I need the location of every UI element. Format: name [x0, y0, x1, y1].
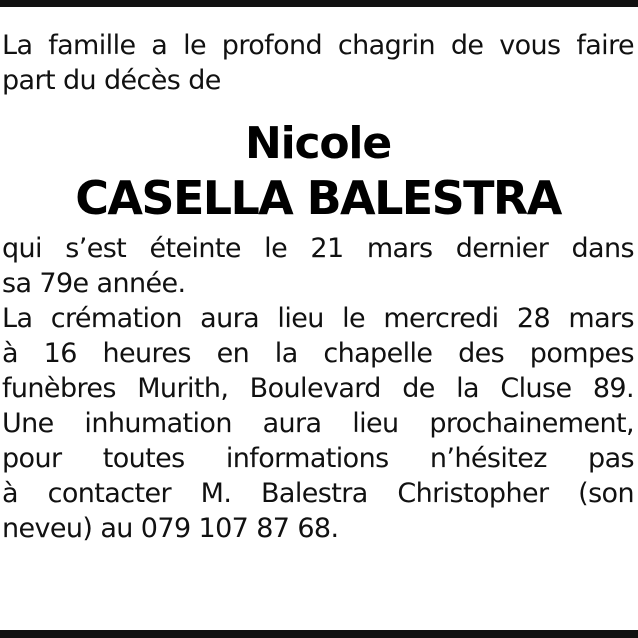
- deceased-last-name: CASELLA BALESTRA: [75, 171, 561, 225]
- body-line-4: à 16 heures en la chapelle des pompes: [2, 338, 634, 369]
- body-line-2: sa 79e année.: [2, 268, 186, 299]
- bottom-border-rule: [0, 630, 638, 638]
- body-line-9: neveu) au 079 107 87 68.: [2, 513, 339, 544]
- death-notice: [2, 28, 634, 546]
- body-line-1: qui s’est éteinte le 21 mars dernier dans: [2, 233, 634, 264]
- body-line-6: Une inhumation aura lieu prochainement,: [2, 408, 634, 439]
- intro-line-2: part du décès de: [2, 65, 221, 96]
- deceased-first-name: Nicole: [245, 118, 391, 169]
- body-line-5: funèbres Murith, Boulevard de la Cluse 89.: [2, 373, 634, 404]
- intro-line-1: La famille a le profond chagrin de vous faire: [2, 30, 634, 61]
- body-line-7: pour toutes informations n’hésitez pas: [2, 443, 634, 474]
- body-line-3: La crémation aura lieu le mercredi 28 mars: [2, 303, 634, 334]
- top-border-rule: [0, 0, 638, 7]
- body-line-8: à contacter M. Balestra Christopher (son: [2, 478, 634, 509]
